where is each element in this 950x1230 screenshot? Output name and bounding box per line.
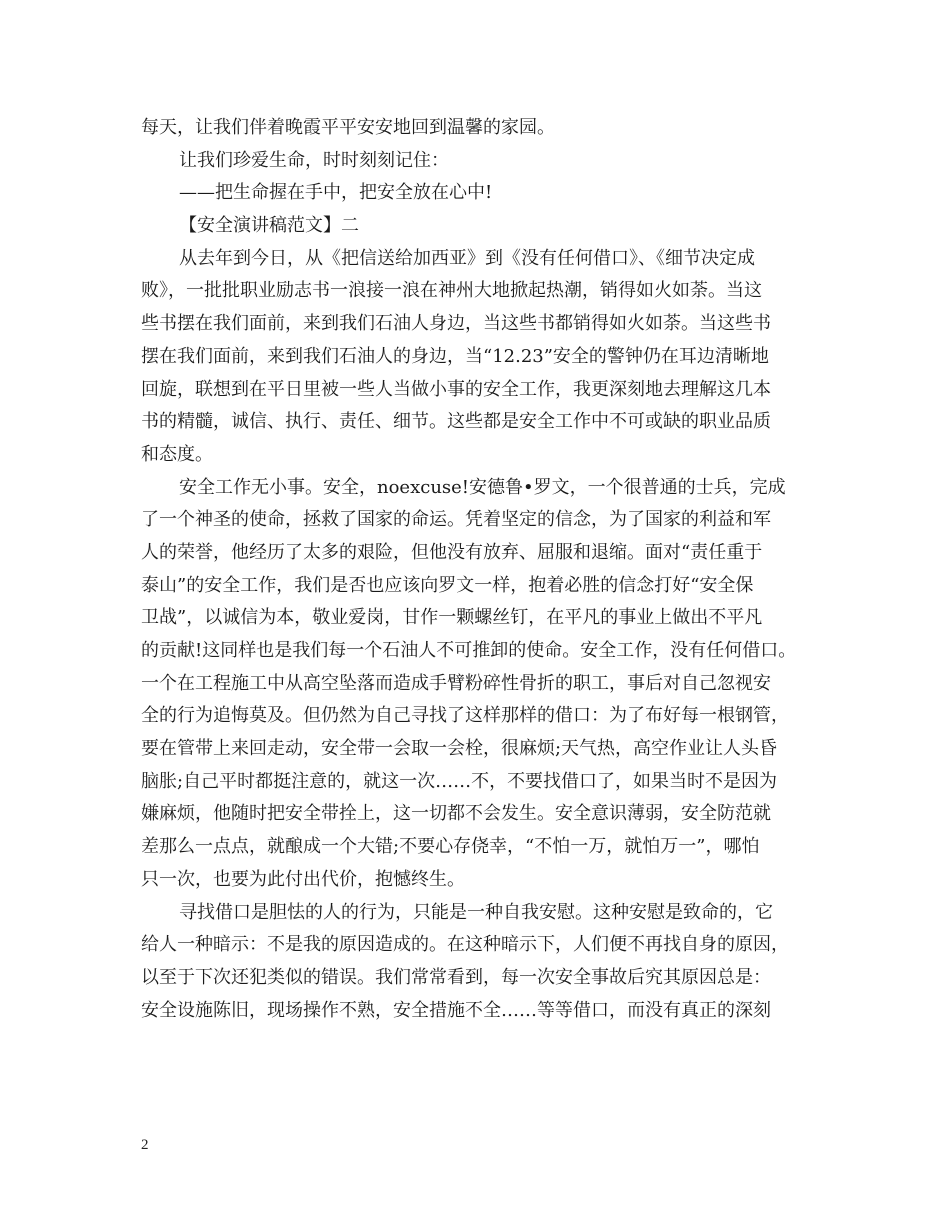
text-line: 让我们珍爱生命，时时刻刻记住： xyxy=(179,149,449,171)
document-body xyxy=(141,112,831,1027)
text-line: 书的精髓，诚信、执行、责任、细节。这些都是安全工作中不可或缺的职业品质 xyxy=(141,411,771,433)
text-line: 全的行为追悔莫及。但仍然为自己寻找了这样那样的借口：为了布好每一根钢管， xyxy=(141,705,789,727)
text-line: 败》，一批批职业励志书一浪接一浪在神州大地掀起热潮，销得如火如荼。当这 xyxy=(141,280,762,302)
text-line: 脑胀;自己平时都挺注意的，就这一次……不，不要找借口了，如果当时不是因为 xyxy=(141,770,778,792)
text-line: 以至于下次还犯类似的错误。我们常常看到，每一次安全事故后究其原因总是： xyxy=(141,966,771,988)
text-line: 只一次，也要为此付出代价，抱憾终生。 xyxy=(141,868,465,890)
text-line: 安全设施陈旧，现场操作不熟，安全措施不全……等等借口，而没有真正的深刻 xyxy=(141,999,771,1021)
text-line: 回旋，联想到在平日里被一些人当做小事的安全工作，我更深刻地去理解这几本 xyxy=(141,378,771,400)
text-line: 卫战”，以诚信为本，敬业爱岗，甘作一颗螺丝钉，在平凡的事业上做出不平凡 xyxy=(141,607,763,629)
text-line: 一个在工程施工中从高空坠落而造成手臂粉碎性骨折的职工，事后对自己忽视安 xyxy=(141,672,771,694)
text-line: 和态度。 xyxy=(141,443,213,465)
text-line: 的贡献!这同样也是我们每一个石油人不可推卸的使命。安全工作，没有任何借口。 xyxy=(141,640,797,661)
text-line: 摆在我们面前，来到我们石油人的身边，当“12.23”安全的警钟仍在耳边清晰地 xyxy=(141,345,769,367)
text-line: 嫌麻烦，他随时把安全带拴上，这一切都不会发生。安全意识薄弱，安全防范就 xyxy=(141,803,771,825)
text-line: 要在管带上来回走动，安全带一会取一会栓，很麻烦;天气热，高空作业让人头昏 xyxy=(141,738,778,760)
text-line: ——把生命握在手中，把安全放在心中! xyxy=(179,182,493,204)
text-line: 差那么一点点，就酿成一个大错;不要心存侥幸，“不怕一万，就怕万一”，哪怕 xyxy=(141,836,760,858)
text-line: 从去年到今日，从《把信送给加西亚》到《没有任何借口》、《细节决定成 xyxy=(179,247,755,269)
section-heading: 【安全演讲稿范文】二 xyxy=(179,215,359,237)
page-number: 2 xyxy=(141,1137,149,1153)
text-line: 些书摆在我们面前，来到我们石油人身边，当这些书都销得如火如荼。当这些书 xyxy=(141,313,771,335)
text-line: 泰山”的安全工作，我们是否也应该向罗文一样，抱着必胜的信念打好“安全保 xyxy=(141,574,754,596)
text-line: 每天，让我们伴着晚霞平平安安地回到温馨的家园。 xyxy=(141,117,555,138)
text-line: 给人一种暗示：不是我的原因造成的。在这种暗示下，人们便不再找自身的原因， xyxy=(141,934,789,956)
text-line: 安全工作无小事。安全，noexcuse!安德鲁•罗文，一个很普通的士兵，完成 xyxy=(179,476,786,498)
text-line: 人的荣誉，他经历了太多的艰险，但他没有放弃、屈服和退缩。面对“责任重于 xyxy=(141,541,763,563)
text-line: 寻找借口是胆怯的人的行为，只能是一种自我安慰。这种安慰是致命的，它 xyxy=(179,901,773,923)
text-line: 了一个神圣的使命，拯救了国家的命运。凭着坚定的信念，为了国家的利益和军 xyxy=(141,509,771,531)
